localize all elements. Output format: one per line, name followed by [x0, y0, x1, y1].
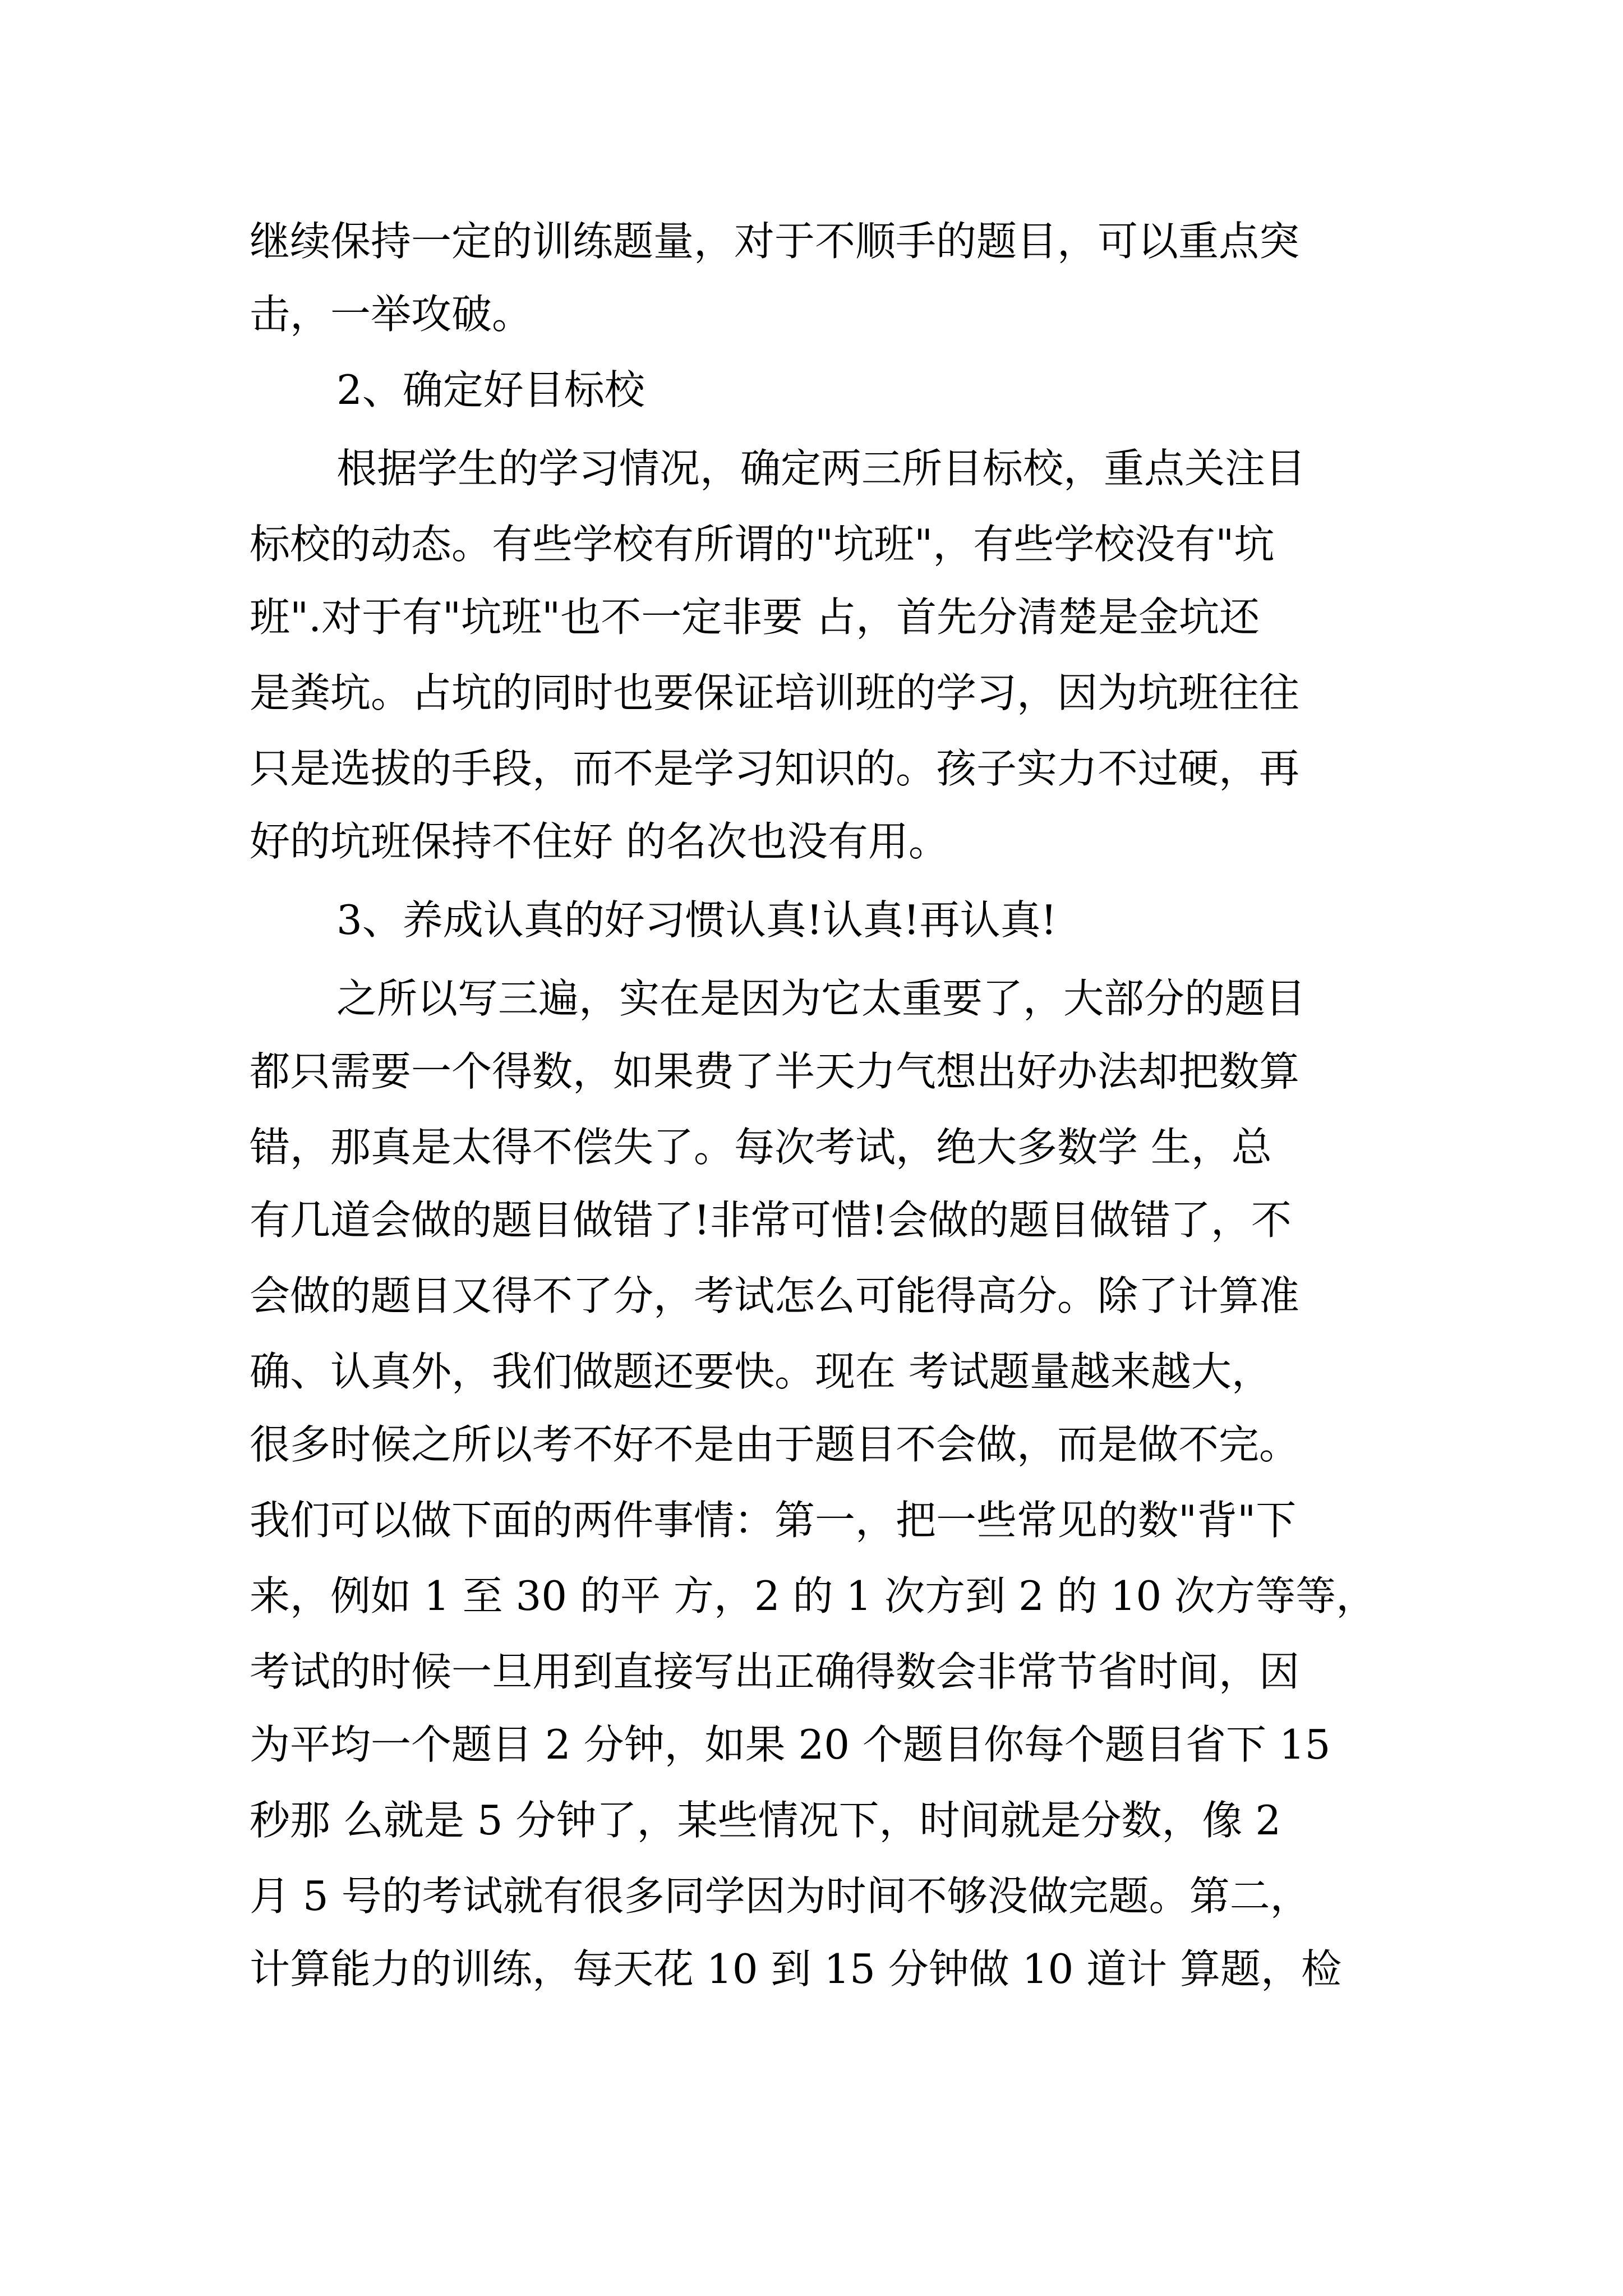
section-heading: 2、确定好目标校	[336, 366, 645, 413]
text-line: 会做的题目又得不了分，考试怎么可能得高分。除了计算准	[250, 1272, 1300, 1319]
text-line: 计算能力的训练，每天花 10 到 15 分钟做 10 道计 算题，检	[250, 1945, 1342, 1993]
text-line: 考试的时候一旦用到直接写出正确得数会非常节省时间，因	[250, 1648, 1300, 1695]
text-line: 月 5 号的考试就有很多同学因为时间不够没做完题。第二，	[250, 1872, 1311, 1920]
text-line: 班".对于有"坑班"也不一定非要 占，首先分清楚是金坑还	[250, 593, 1260, 641]
text-line: 很多时候之所以考不好不是由于题目不会做，而是做不完。	[250, 1421, 1300, 1468]
text-line: 错，那真是太得不偿失了。每次考试，绝大多数学 生，总	[250, 1124, 1272, 1171]
section-heading: 3、养成认真的好习惯认真!认真!再认真!	[336, 896, 1057, 944]
text-line: 来，例如 1 至 30 的平 方，2 的 1 次方到 2 的 10 次方等等，	[250, 1572, 1377, 1619]
text-line: 继续保持一定的训练题量，对于不顺手的题目，可以重点突	[250, 218, 1300, 265]
text-line: 根据学生的学习情况，确定两三所目标校，重点关注目	[336, 445, 1306, 492]
text-line: 好的坑班保持不住好 的名次也没有用。	[250, 818, 949, 865]
text-line: 只是选拔的手段，而不是学习知识的。孩子实力不过硬，再	[250, 745, 1300, 792]
text-line: 秒那 么就是 5 分钟了，某些情况下，时间就是分数，像 2	[250, 1797, 1281, 1844]
text-line: 有几道会做的题目做错了!非常可惜!会做的题目做错了，不	[250, 1197, 1292, 1244]
text-line: 确、认真外，我们做题还要快。现在 考试题量越来越大，	[250, 1348, 1272, 1395]
text-line: 是粪坑。占坑的同时也要保证培训班的学习，因为坑班往往	[250, 669, 1300, 716]
text-line: 我们可以做下面的两件事情：第一，把一些常见的数"背"下	[250, 1497, 1297, 1544]
text-line: 都只需要一个得数，如果费了半天力气想出好办法却把数算	[250, 1048, 1300, 1095]
text-line: 之所以写三遍，实在是因为它太重要了，大部分的题目	[336, 975, 1306, 1022]
text-line: 标校的动态。有些学校有所谓的"坑班"，有些学校没有"坑	[250, 521, 1275, 568]
text-line: 为平均一个题目 2 分钟，如果 20 个题目你每个题目省下 15	[250, 1721, 1331, 1768]
text-line: 击，一举攻破。	[250, 291, 533, 338]
